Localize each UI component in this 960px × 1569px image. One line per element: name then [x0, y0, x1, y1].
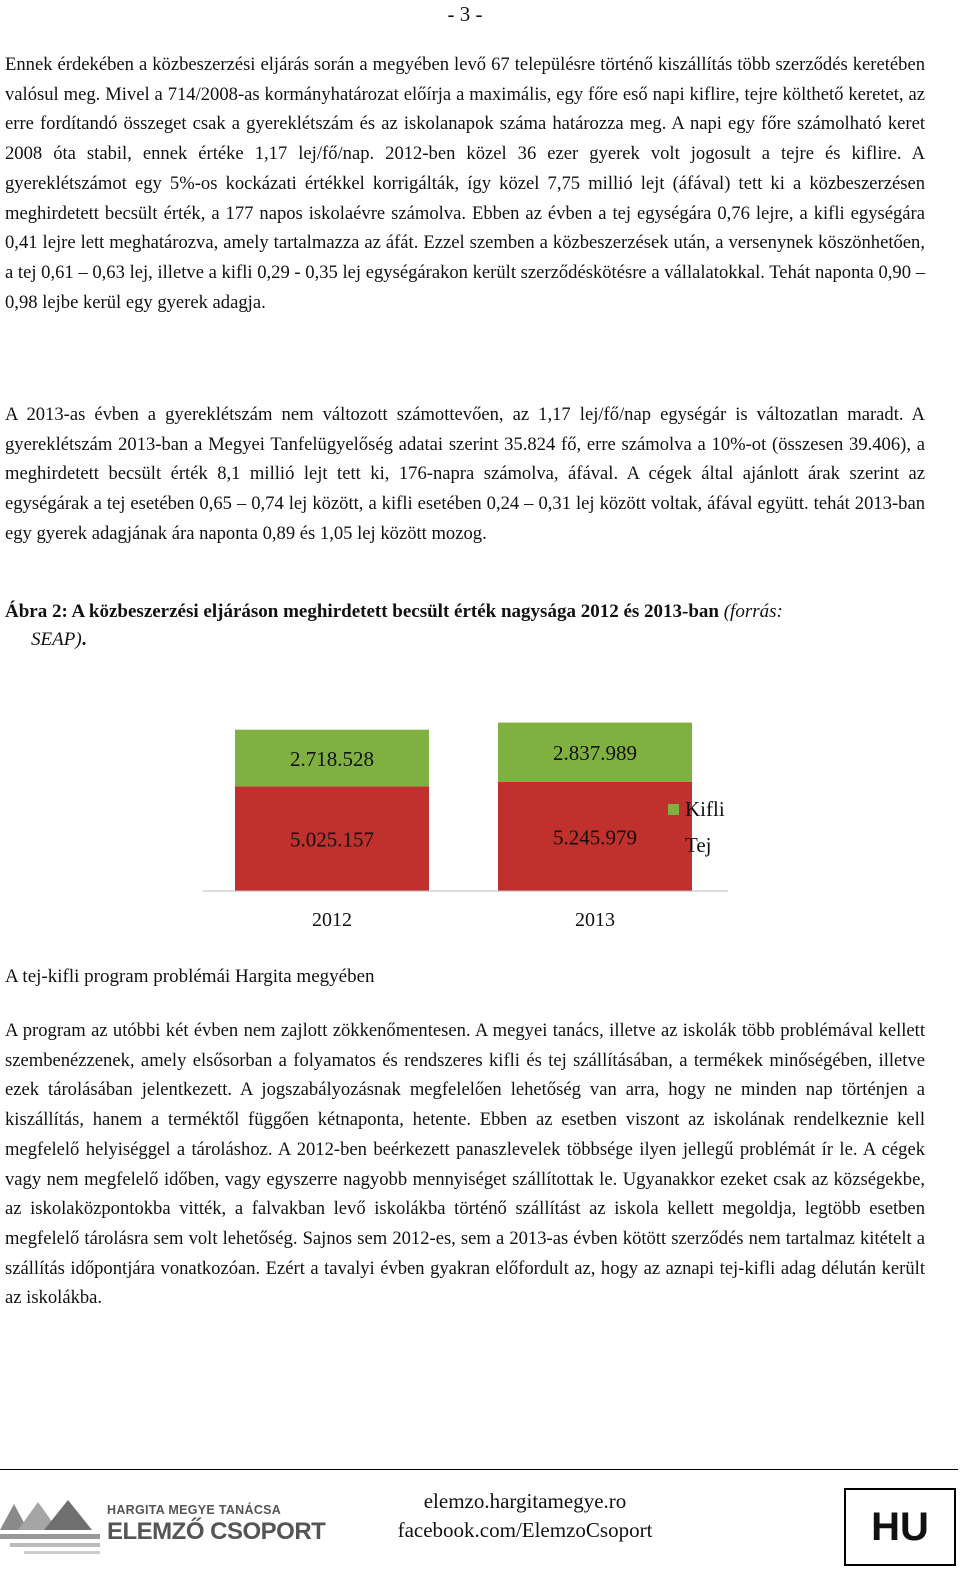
footer-divider — [0, 1469, 958, 1470]
legend-label-kifli: Kifli — [685, 797, 725, 821]
data-label-kifli-2012: 2.718.528 — [290, 746, 374, 771]
caption-title: Ábra 2: A közbeszerzési eljáráson meghirdetett becsült érték nagysága 2012 és 2013-ban — [5, 601, 719, 622]
language-badge: HU — [844, 1488, 956, 1566]
contact-info — [360, 1487, 690, 1545]
facebook-link[interactable]: facebook.com/ElemzoCsoport — [397, 1518, 653, 1542]
website-link[interactable]: elemzo.hargitamegye.ro — [423, 1489, 627, 1513]
legend-swatch-tej — [668, 840, 679, 851]
page-number: - 3 - — [447, 2, 483, 26]
x-tick-label-2013: 2013 — [575, 909, 615, 931]
stacked-bar-chart — [0, 680, 960, 950]
data-label-tej-2012: 5.025.157 — [290, 827, 374, 852]
logo-text-council: HARGITA MEGYE TANÁCSA — [107, 1503, 282, 1517]
paragraph-2: A 2013-as évben a gyereklétszám nem változott számottevően, az 1,17 lej/fő/nap egységár is változatlan maradt. A gyereklétszám 2013-ban a Megyei Tanfelügyelőség adatai szerint 35.824 fő, erre számolva a 10%-ot (összesen 39.406), a meghirdetett becsült érték 8,1 millió lejt tett ki, 176-napra számolva, áfával. A cégek által ajánlott árak szerint az egységárak a tej esetében 0,65 – 0,74 lej között, a kifli esetében 0,24 – 0,31 lej között voltak, áfával együtt. tehát 2013-ban egy gyerek adagjának ára naponta 0,89 és 1,05 lej között mozog. — [5, 404, 925, 544]
paragraph-1: Ennek érdekében a közbeszerzési eljárás során a megyében levő 67 településre történő kiszállítás több szerződés keretében valósul meg. Mivel a 714/2008-as kormányhatározat előírja a maximális, egy főre eső napi kiflire, tejre költhető keretet, az erre fordítandó összeget csak a gyereklétszám és az iskolanapok száma határozza meg. A napi egy főre számolható keret 2008 óta stabil, ennek értéke 1,17 lej/fő/nap. 2012-ben közel 36 ezer gyerek volt jogosult a tejre és kiflire. A gyereklétszámot egy 5%-os kockázati értékkel korrigálták, így közel 7,75 millió lejt (áfával) tett ki a közbeszerzésen meghirdetett becsült érték, a 177 napos iskolaévre számolva. Ebben az évben a tej egységára 0,76 lejre, a kifli egységára 0,41 lejre lett meghatározva, amely tartalmazza az áfát. Ezzel szemben a közbeszerzések után, a versenynek köszönhetően, a tej 0,61 – 0,63 lej, illetve a kifli 0,29 - 0,35 lej egységárakon került szerződéskötésre a vállalatokkal. Tehát naponta 0,90 – 0,98 lejbe kerül egy gyerek adagja. — [5, 54, 925, 313]
section-heading: A tej-kifli program problémái Hargita megyében — [5, 966, 375, 987]
figure-caption — [5, 598, 925, 654]
caption-source-b: SEAP) — [31, 629, 82, 650]
legend-label-tej: Tej — [685, 833, 712, 857]
data-label-tej-2013: 5.245.979 — [553, 825, 637, 850]
logo-mark-icon — [0, 1500, 104, 1558]
legend-swatch-kifli — [668, 804, 679, 815]
data-label-kifli-2013: 2.837.989 — [553, 741, 637, 766]
organization-logo — [0, 1500, 326, 1558]
caption-end: . — [81, 629, 87, 650]
logo-text-group: ELEMZŐ CSOPORT — [107, 1518, 326, 1545]
x-tick-label-2012: 2012 — [312, 909, 352, 931]
caption-source-a: (forrás: — [723, 601, 783, 622]
paragraph-3: A program az utóbbi két évben nem zajlott zökkenőmentesen. A megyei tanács, illetve az iskolák több problémával kellett szembenézzenek, amely elsősorban a folyamatos és rendszeres kifli és tej szállításában, a termékek minőségében, illetve ezek tárolásában jelentkezett. A jogszabályozásnak megfelelően lehetőség van arra, hogy ne minden nap történjen a kiszállítás, hanem a terméktől függően kétnaponta, hetente. Ebben az esetben viszont az iskolának rendelkeznie kell megfelelő helyiséggel a tároláshoz. A 2012-ben beérkezett panaszlevelek többsége ilyen jellegű problémát ír le. A cégek vagy nem megfelelő időben, vagy egyszerre nagyobb mennyiséget szállítottak le. Ugyanakkor ezeket csak az községekbe, az iskolaközpontokba vitték, a falvakban levő iskolákba történő szállítást az iskola kellett megoldja, legtöbb esetben megfelelő tárolásra sem volt lehetőség. Sajnos sem 2012-es, sem a 2013-as évben kötött szerződés nem tartalmaz kitételt a szállítás időpontjára vonatkozóan. Ezért a tavalyi évben gyakran előfordult az, hogy az aznapi tej-kifli adag délután került az iskolákba. — [5, 1020, 925, 1309]
